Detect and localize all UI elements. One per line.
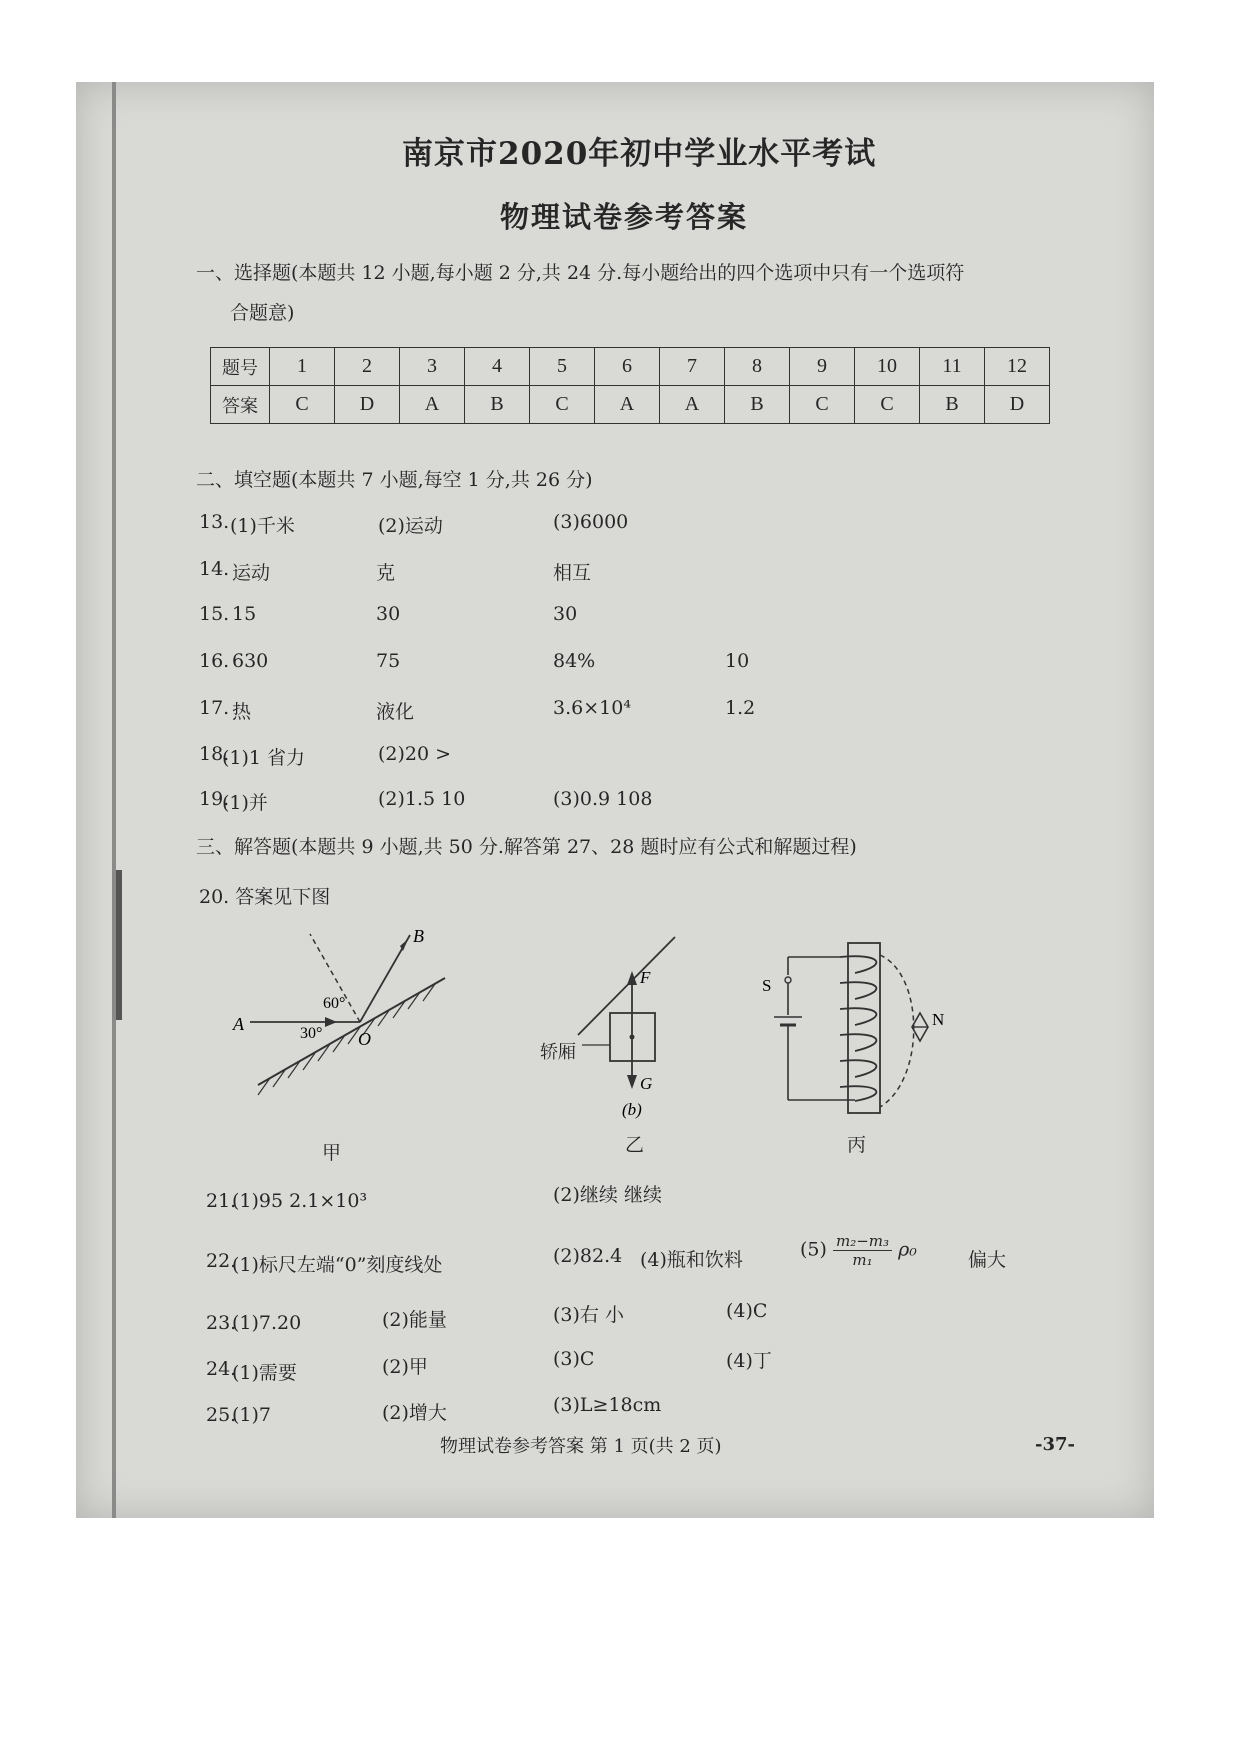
q22-answer-1: (1)标尺左端“0”刻度线处 xyxy=(232,1254,443,1276)
q22-answer-2: (2)82.4 xyxy=(553,1245,623,1267)
q22-answer-4: (4)瓶和饮料 xyxy=(640,1249,743,1271)
q18-answer-2: (2)20 > xyxy=(378,743,452,765)
q18-number: 18. xyxy=(199,743,230,765)
table-cell: D xyxy=(985,386,1050,424)
table-cell: 6 xyxy=(595,348,660,386)
incident-arrow xyxy=(325,1017,337,1027)
q22-answer-6: 偏大 xyxy=(968,1249,1007,1271)
coil-windings xyxy=(840,956,876,1101)
q19-answer-1: (1)并 xyxy=(222,792,268,814)
table-cell: C xyxy=(855,386,920,424)
figure-yi-caption: 乙 xyxy=(625,1134,645,1156)
label-s: S xyxy=(762,976,772,995)
q15-answer-1: 15 xyxy=(232,603,257,625)
page-number: -37- xyxy=(1035,1434,1075,1455)
q25-number: 25. xyxy=(206,1404,237,1426)
q13-answer-1: (1)千米 xyxy=(230,515,295,537)
table-cell: 11 xyxy=(920,348,985,386)
force-g-arrow xyxy=(627,1075,637,1089)
figure-jia xyxy=(230,920,470,1145)
q17-answer-4: 1.2 xyxy=(725,697,756,719)
q22-rho: ρ₀ xyxy=(898,1238,917,1261)
q23-answer-1: (1)7.20 xyxy=(232,1312,302,1334)
table-row xyxy=(211,386,1050,424)
q13-answer-3: (3)6000 xyxy=(553,511,629,533)
q22-answer-5-prefix: (5) xyxy=(800,1238,827,1261)
q25-answer-1: (1)7 xyxy=(232,1404,272,1426)
q19-answer-2: (2)1.5 10 xyxy=(378,788,466,810)
page-footer: 物理试卷参考答案 第 1 页(共 2 页) xyxy=(440,1436,722,1457)
q14-answer-2: 克 xyxy=(376,562,396,584)
table-cell: D xyxy=(335,386,400,424)
q22-fraction xyxy=(833,1232,892,1269)
section3-heading: 三、解答题(本题共 9 小题,共 50 分.解答第 27、28 题时应有公式和解题过程) xyxy=(196,836,857,858)
q15-number: 15. xyxy=(199,603,230,625)
label-f: F xyxy=(640,968,651,987)
q23-answer-3: (3)右 小 xyxy=(553,1304,624,1326)
angle-30-label: 30° xyxy=(300,1025,323,1042)
label-cabin: 轿厢 xyxy=(540,1042,576,1063)
page-subtitle: 物理试卷参考答案 xyxy=(500,200,749,234)
q13-number: 13. xyxy=(199,511,230,533)
table-cell: 7 xyxy=(660,348,725,386)
q14-answer-3: 相互 xyxy=(553,562,592,584)
table-cell: C xyxy=(790,386,855,424)
q14-answer-1: 运动 xyxy=(232,562,271,584)
q22-fraction-denominator: m₁ xyxy=(852,1251,873,1269)
table-cell: 3 xyxy=(400,348,465,386)
table-cell: A xyxy=(400,386,465,424)
table-cell: C xyxy=(530,386,595,424)
switch-terminal xyxy=(785,977,791,983)
table-cell: 2 xyxy=(335,348,400,386)
q16-answer-3: 84% xyxy=(553,650,596,672)
table-cell: B xyxy=(725,386,790,424)
table-cell: A xyxy=(595,386,660,424)
field-line xyxy=(880,955,914,1107)
q24-number: 24. xyxy=(206,1358,237,1380)
q21-number: 21. xyxy=(206,1190,237,1212)
q23-answer-4: (4)C xyxy=(726,1300,768,1322)
q24-answer-2: (2)甲 xyxy=(382,1356,428,1378)
q22-fraction-numerator: m₂−m₃ xyxy=(833,1232,892,1251)
q15-answer-2: 30 xyxy=(376,603,401,625)
binding-mark xyxy=(116,870,122,1020)
q17-answer-3: 3.6×10⁴ xyxy=(553,697,631,719)
q20-text: 20. 答案见下图 xyxy=(199,886,331,908)
figure-bing xyxy=(760,935,980,1125)
table-header-cell: 答案 xyxy=(211,386,270,424)
page-title: 南京市2020年初中学业水平考试 xyxy=(402,136,877,172)
page-spine xyxy=(112,82,116,1518)
table-cell: 8 xyxy=(725,348,790,386)
mirror-hatching xyxy=(258,984,435,1095)
label-b-sub: (b) xyxy=(622,1100,642,1119)
section1-heading: 一、选择题(本题共 12 小题,每小题 2 分,共 24 分.每小题给出的四个选项中只有一个选项符 xyxy=(196,262,965,284)
q16-number: 16. xyxy=(199,650,230,672)
table-cell: 10 xyxy=(855,348,920,386)
label-b: B xyxy=(413,926,424,946)
mirror-line xyxy=(258,978,445,1085)
q18-answer-1: (1)1 省力 xyxy=(222,747,306,769)
q22-number: 22. xyxy=(206,1250,237,1272)
q25-answer-2: (2)增大 xyxy=(382,1402,447,1424)
q19-answer-3: (3)0.9 108 xyxy=(553,788,653,810)
incline-line xyxy=(578,937,675,1035)
q19-number: 19. xyxy=(199,788,230,810)
table-cell: B xyxy=(920,386,985,424)
table-cell: C xyxy=(270,386,335,424)
table-cell: A xyxy=(660,386,725,424)
q16-answer-4: 10 xyxy=(725,650,750,672)
q21-answer-1: (1)95 2.1×10³ xyxy=(232,1190,368,1212)
q17-answer-2: 液化 xyxy=(376,701,415,723)
q17-number: 17. xyxy=(199,697,230,719)
q24-answer-1: (1)需要 xyxy=(232,1362,297,1384)
q13-answer-2: (2)运动 xyxy=(378,515,443,537)
angle-60-label: 60° xyxy=(323,995,346,1012)
figure-bing-caption: 丙 xyxy=(847,1134,867,1156)
table-row xyxy=(211,348,1050,386)
table-cell: 12 xyxy=(985,348,1050,386)
q25-answer-3: (3)L≥18cm xyxy=(553,1394,662,1416)
section1-heading-cont: 合题意) xyxy=(230,302,295,324)
q22-answer-5 xyxy=(800,1232,917,1269)
answer-table xyxy=(210,347,1050,424)
table-header-cell: 题号 xyxy=(211,348,270,386)
label-o: O xyxy=(358,1029,371,1049)
q16-answer-2: 75 xyxy=(376,650,401,672)
q15-answer-3: 30 xyxy=(553,603,578,625)
q24-answer-3: (3)C xyxy=(553,1348,595,1370)
q17-answer-1: 热 xyxy=(232,701,252,723)
table-cell: B xyxy=(465,386,530,424)
q24-answer-4: (4)丁 xyxy=(726,1350,772,1372)
table-cell: 1 xyxy=(270,348,335,386)
label-n: N xyxy=(932,1010,945,1029)
figure-yi xyxy=(540,935,690,1120)
q23-answer-2: (2)能量 xyxy=(382,1309,447,1331)
section2-heading: 二、填空题(本题共 7 小题,每空 1 分,共 26 分) xyxy=(196,469,593,491)
q16-answer-1: 630 xyxy=(232,650,269,672)
table-cell: 9 xyxy=(790,348,855,386)
label-g: G xyxy=(640,1074,653,1093)
q23-number: 23. xyxy=(206,1312,237,1334)
label-a: A xyxy=(233,1014,244,1034)
table-cell: 5 xyxy=(530,348,595,386)
figure-jia-caption: 甲 xyxy=(322,1142,342,1164)
table-cell: 4 xyxy=(465,348,530,386)
q21-answer-2: (2)继续 继续 xyxy=(553,1184,662,1206)
q14-number: 14. xyxy=(199,558,230,580)
